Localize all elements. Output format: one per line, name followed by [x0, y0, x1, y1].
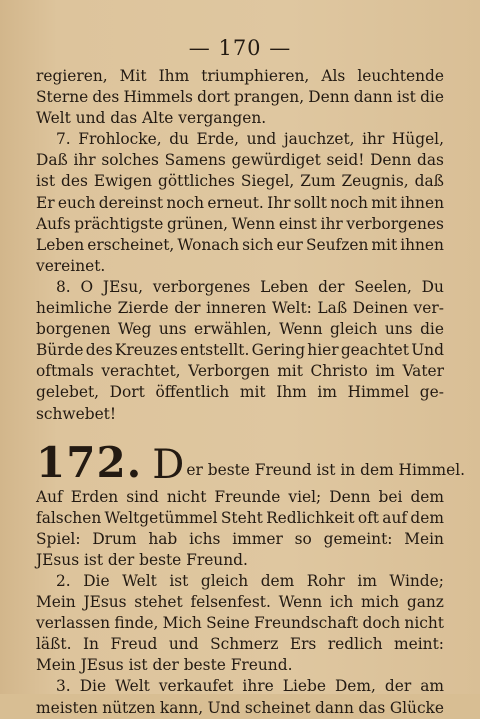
word: Auf	[36, 487, 63, 506]
word: Freundschaft	[253, 614, 359, 633]
word: Himmels	[123, 88, 193, 107]
word: ichs	[189, 529, 221, 548]
word: meint:	[394, 635, 444, 654]
word: ihr	[73, 151, 96, 170]
word: noch	[166, 193, 205, 212]
word: O	[80, 277, 94, 296]
word: mit	[371, 235, 398, 254]
text-line	[36, 319, 444, 340]
word: falschen	[36, 508, 102, 527]
word: Mich	[162, 614, 202, 633]
text-line	[36, 235, 444, 256]
word: Samens	[164, 151, 226, 170]
word: ihre	[242, 677, 274, 696]
word: Wenn	[231, 214, 276, 233]
word: entstellt.	[180, 341, 250, 360]
drop-cap: D	[152, 441, 185, 488]
word: Bürde	[36, 341, 84, 360]
word: Wonach	[177, 235, 240, 254]
text-line	[36, 634, 444, 655]
word: stehet	[134, 593, 183, 612]
word: leuchtende	[357, 67, 444, 85]
word: dem	[410, 508, 444, 527]
word: eur	[276, 235, 303, 254]
word: solches	[101, 151, 159, 170]
word: felsenfest.	[190, 593, 271, 612]
word: Welt	[115, 677, 150, 696]
word: prächtigste	[74, 214, 164, 233]
word: Vater	[402, 362, 444, 381]
word: Redlichkeit	[266, 508, 355, 527]
word: Die	[83, 571, 110, 590]
word: Verborgen	[188, 362, 270, 381]
word: der	[384, 677, 412, 696]
text-line	[36, 298, 444, 319]
word: finde,	[114, 614, 159, 633]
word: Ers	[289, 635, 317, 654]
verse-start-line	[36, 277, 444, 298]
word: Laß	[317, 299, 348, 318]
word: 3.	[56, 677, 71, 696]
word: Dem,	[334, 677, 376, 696]
word: hab	[148, 529, 178, 548]
word: oft	[357, 508, 379, 527]
word: hier	[307, 341, 339, 360]
word: Winde;	[389, 571, 444, 590]
word: verachtet,	[101, 362, 181, 381]
word: ihr	[362, 130, 385, 149]
word: ver-	[413, 299, 444, 318]
word: immer	[232, 529, 283, 548]
word: Und	[411, 341, 444, 360]
word: Seine	[206, 614, 250, 633]
word: Weltgetümmel	[104, 508, 218, 527]
word: im	[375, 362, 395, 381]
text-line	[36, 613, 444, 634]
word: verkaufet	[158, 677, 234, 696]
word: Leben	[36, 235, 85, 254]
word: inneren	[206, 299, 267, 318]
word: Welt:	[271, 299, 312, 318]
text-line	[36, 361, 444, 382]
word: ge-	[419, 383, 444, 402]
hymn-171-continuation	[36, 66, 444, 425]
word: verborgenes	[346, 214, 444, 233]
word: Spiel:	[36, 529, 81, 548]
word: Denn	[308, 88, 350, 107]
word: die	[420, 88, 444, 107]
word: im	[317, 383, 337, 402]
word: noch	[330, 193, 368, 212]
word: verborgenes	[152, 277, 251, 296]
word: des	[92, 88, 120, 107]
word: regieren,	[36, 67, 108, 85]
word: JEsu,	[102, 277, 144, 296]
word: Er	[36, 193, 55, 212]
word: nützen	[102, 698, 156, 717]
word: prangen,	[234, 88, 305, 107]
word: Gering	[251, 341, 306, 360]
word: sollt	[293, 193, 327, 212]
word: Freud	[110, 635, 158, 654]
word: Daß	[36, 151, 68, 170]
word: uns	[158, 320, 187, 339]
word: Frohlocke,	[78, 130, 162, 149]
word: Liebe	[282, 677, 326, 696]
text-line: vereinet.	[36, 256, 106, 275]
word: Und	[207, 698, 241, 717]
word: Sterne	[36, 88, 89, 107]
verse-start-line	[36, 571, 444, 592]
word: auf	[382, 508, 408, 527]
word: geachtet	[340, 341, 409, 360]
word: Christo	[310, 362, 368, 381]
word: erscheinet,	[87, 235, 175, 254]
word: grünen,	[167, 214, 228, 233]
word: gelebet,	[36, 383, 100, 402]
word: Deinen	[352, 299, 408, 318]
word: gemeint:	[323, 529, 393, 548]
word: borgenen	[36, 320, 111, 339]
word: JEsus	[83, 593, 127, 612]
word: seid!	[326, 151, 365, 170]
text-line	[36, 66, 444, 87]
word: ihr	[320, 214, 343, 233]
text-line	[36, 87, 444, 108]
word: 8.	[56, 277, 71, 296]
word: du	[169, 130, 189, 149]
word: euch	[57, 193, 96, 212]
word: oftmals	[36, 362, 94, 381]
word: Dort	[109, 383, 145, 402]
word: meisten	[36, 698, 98, 717]
word: des	[61, 172, 88, 191]
word: bei	[378, 487, 403, 506]
text-line	[36, 487, 444, 508]
word: das	[417, 151, 444, 170]
word: Drum	[92, 529, 137, 548]
word: sind	[126, 487, 159, 506]
word: gleich	[330, 320, 378, 339]
word: gleich	[200, 571, 249, 590]
word: göttliches	[158, 172, 235, 191]
hymn-number: 172.	[36, 437, 143, 487]
word: Seufzen	[305, 235, 369, 254]
word: Wenn	[278, 593, 323, 612]
word: einst	[278, 214, 317, 233]
word: so	[294, 529, 312, 548]
word: die	[420, 320, 444, 339]
word: Seelen,	[354, 277, 412, 296]
text-line	[36, 592, 444, 613]
hymn-172-heading	[36, 437, 466, 488]
word: Denn	[329, 487, 371, 506]
word: Glücke	[389, 698, 444, 717]
word: Welt	[122, 571, 157, 590]
word: im	[357, 571, 377, 590]
word: ich	[329, 593, 354, 612]
word: redlich	[327, 635, 383, 654]
word: kann,	[159, 698, 204, 717]
word: ist	[169, 571, 189, 590]
text-line: JEsus ist der beste Freund.	[36, 550, 248, 569]
word: dem	[260, 571, 295, 590]
text-line	[36, 171, 444, 192]
hymn-172-text	[36, 487, 444, 719]
word: Mein	[404, 529, 444, 548]
word: dann	[315, 698, 354, 717]
text-line: Welt und das Alte vergangen.	[36, 109, 267, 128]
text-line	[36, 529, 444, 550]
word: Ihm	[158, 67, 190, 85]
word: ist	[36, 172, 56, 191]
text-line	[36, 150, 444, 171]
word: Aufs	[36, 214, 71, 233]
word: ganz	[406, 593, 444, 612]
page-number: — 170 —	[188, 36, 292, 60]
word: Siegel,	[240, 172, 295, 191]
word: Zierde	[117, 299, 169, 318]
text-line	[36, 508, 444, 529]
word: gewürdiget	[231, 151, 321, 170]
word: am	[420, 677, 444, 696]
word: dem	[410, 487, 444, 506]
word: und	[168, 635, 199, 654]
word: öffentlich	[155, 383, 230, 402]
word: doch	[362, 614, 401, 633]
word: 7.	[56, 130, 71, 149]
word: scheinet	[244, 698, 311, 717]
word: jauchzet,	[283, 130, 355, 149]
word: Leben	[260, 277, 309, 296]
text-line	[36, 698, 444, 719]
word: Steht	[220, 508, 263, 527]
word: mich	[361, 593, 400, 612]
page-body	[36, 66, 466, 719]
word: sich	[242, 235, 274, 254]
word: Hügel,	[391, 130, 444, 149]
word: verlassen	[36, 614, 111, 633]
word: dann	[353, 88, 393, 107]
verse-start-line	[36, 676, 444, 697]
word: der	[318, 277, 345, 296]
verse-start-line	[36, 129, 444, 150]
word: mit	[277, 362, 303, 381]
word: Zeugnis,	[341, 172, 409, 191]
word: Erden	[70, 487, 119, 506]
word: nicht	[404, 614, 444, 633]
word: Ewigen	[93, 172, 153, 191]
word: das	[358, 698, 386, 717]
word: läßt.	[36, 635, 72, 654]
word: erneut.	[207, 193, 264, 212]
word: Himmel	[347, 383, 410, 402]
word: Denn	[370, 151, 412, 170]
word: Schmerz	[210, 635, 279, 654]
word: In	[82, 635, 99, 654]
word: Du	[421, 277, 444, 296]
word: Die	[79, 677, 107, 696]
word: Mein	[36, 593, 76, 612]
word: Rohr	[306, 571, 345, 590]
word: Zum	[300, 172, 336, 191]
word: Erde,	[196, 130, 239, 149]
text-line: schwebet!	[36, 404, 117, 423]
word: mit	[239, 383, 266, 402]
word: heimliche	[36, 299, 113, 318]
text-line	[36, 340, 444, 361]
word: ihnen	[400, 235, 444, 254]
text-line	[36, 193, 444, 214]
word: uns	[384, 320, 413, 339]
word: dort	[197, 88, 230, 107]
word: ihnen	[400, 193, 444, 212]
word: Freunde	[214, 487, 281, 506]
word: und	[246, 130, 277, 149]
word: 2.	[56, 571, 71, 590]
word: der	[174, 299, 201, 318]
word: Mit	[119, 67, 147, 85]
text-line	[36, 382, 444, 403]
word: triumphieren,	[201, 67, 310, 85]
word: erwählen,	[194, 320, 272, 339]
word: Ihm	[276, 383, 307, 402]
word: viel;	[288, 487, 322, 506]
word: ist	[396, 88, 416, 107]
word: nicht	[166, 487, 207, 506]
word: Wenn	[279, 320, 323, 339]
word: Als	[321, 67, 346, 85]
word: daß	[414, 172, 444, 191]
word: dereinst	[98, 193, 164, 212]
word: des	[85, 341, 113, 360]
text-line	[36, 214, 444, 235]
hymn-first-line: er beste Freund ist in dem Himmel.	[186, 460, 466, 479]
word: Kreuzes	[114, 341, 178, 360]
word: Weg	[117, 320, 152, 339]
word: Ihr	[267, 193, 291, 212]
word: mit	[371, 193, 397, 212]
text-line: Mein JEsus ist der beste Freund.	[36, 656, 293, 675]
